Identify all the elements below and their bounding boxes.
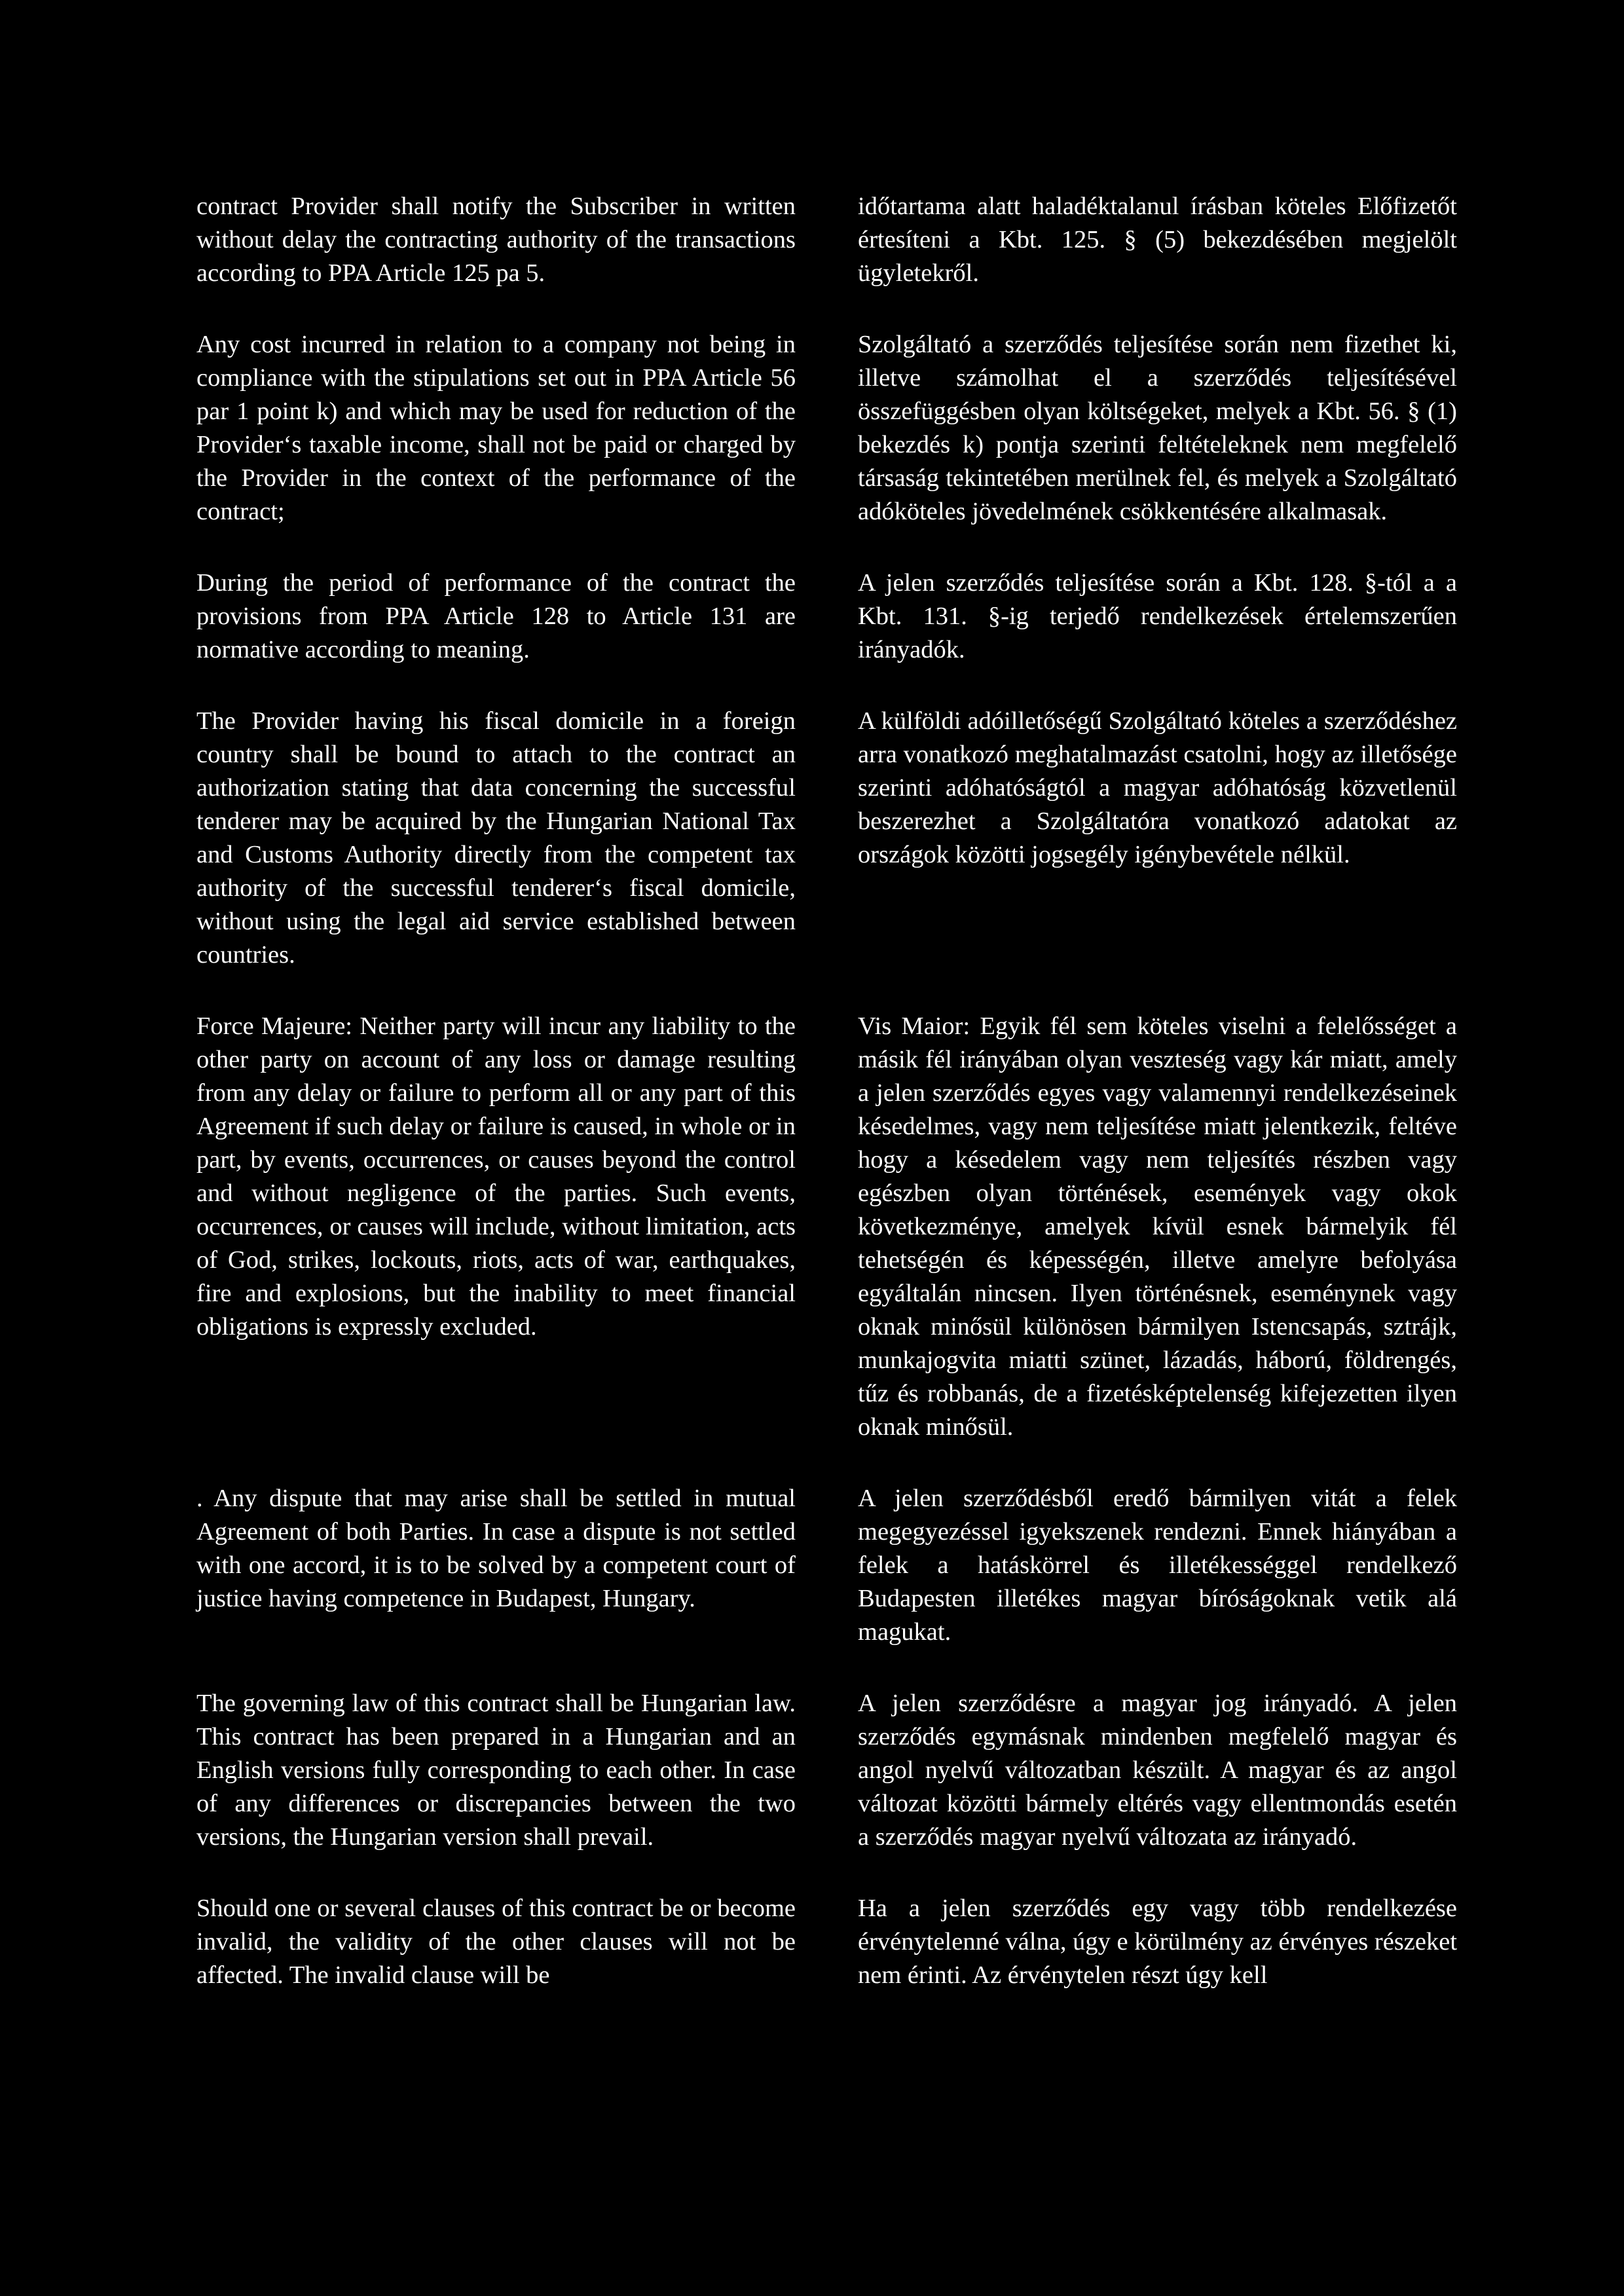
english-clause: Should one or several clauses of this contract be or become invalid, the validity of the other clauses will not be affected. The invalid clause will be xyxy=(196,1895,796,1989)
clause-row-costs xyxy=(196,328,1457,528)
clause-row-foreign-fiscal-domicile xyxy=(196,705,1457,972)
english-clause: The Provider having his fiscal domicile in a foreign country shall be bound to attach to the contract an authorization stating that data concerning the successful tenderer may be acquired by the Hungarian National Tax and Customs Authority directly from the competent tax authority of the successful tenderer‘s fiscal domicile, without using the legal aid service established between countries. xyxy=(196,707,796,969)
clause-row-severability xyxy=(196,1892,1457,1992)
hungarian-clause: A külföldi adóilletőségű Szolgáltató köteles a szerződéshez arra vonatkozó meghatalmazást csatolni, hogy az illetősége szerinti adóhatóságtól a magyar adóhatóság közvetlenül beszerezhet a Szolgáltatóra vonatkozó adatokat az országok közötti jogsegély igénybevétele nélkül. xyxy=(858,707,1457,868)
english-clause: . Any dispute that may arise shall be settled in mutual Agreement of both Parties. In case a dispute is not settled with one accord, it is to be solved by a competent court of justice having competence in Budapest, Hungary. xyxy=(196,1485,796,1612)
hungarian-clause: Szolgáltató a szerződés teljesítése során nem fizethet ki, illetve számolhat el a szerződés teljesítésével összefüggésben olyan költségeket, melyek a Kbt. 56. § (1) bekezdés k) pontja szerinti feltételeknek nem megfelelő társaság tekintetében merülnek fel, és melyek a Szolgáltató adóköteles jövedelmének csökkentésére alkalmasak. xyxy=(858,331,1457,525)
english-clause: Force Majeure: Neither party will incur any liability to the other party on account of any loss or damage resulting from any delay or failure to perform all or any part of this Agreement if such delay or failure is caused, in whole or in part, by events, occurrences, or causes beyond the control and without negligence of the parties. Such events, occurrences, or causes will include, without limitation, acts of God, strikes, lockouts, riots, acts of war, earthquakes, fire and explosions, but the inability to meet financial obligations is expressly excluded. xyxy=(196,1012,796,1341)
english-clause: contract Provider shall notify the Subscriber in written without delay the contracting authority of the transactions according to PPA Article 125 pa 5. xyxy=(196,193,796,287)
hungarian-clause: időtartama alatt haladéktalanul írásban köteles Előfizetőt értesíteni a Kbt. 125. § (5) bekezdésében megjelölt ügyletekről. xyxy=(858,193,1457,287)
english-clause: During the period of performance of the contract the provisions from PPA Article 128 to Article 131 are normative according to meaning. xyxy=(196,569,796,663)
english-clause: Any cost incurred in relation to a company not being in compliance with the stipulations set out in PPA Article 56 par 1 point k) and which may be used for reduction of the Provider‘s taxable income, shall not be paid or charged by the Provider in the context of the performance of the contract; xyxy=(196,331,796,525)
bilingual-contract-page xyxy=(196,190,1457,1992)
hungarian-clause: A jelen szerződésre a magyar jog irányadó. A jelen szerződés egymásnak mindenben megfelelő magyar és angol nyelvű változatban készült. A magyar és az angol változat közötti bármely eltérés vagy ellentmondás esetén a szerződés magyar nyelvű változata az irányadó. xyxy=(858,1690,1457,1851)
clause-row-governing-law xyxy=(196,1687,1457,1854)
clause-row-notification xyxy=(196,190,1457,290)
clause-row-force-majeure xyxy=(196,1010,1457,1444)
hungarian-clause: A jelen szerződés teljesítése során a Kbt. 128. §-tól a a Kbt. 131. §-ig terjedő rendelkezések értelemszerűen irányadók. xyxy=(858,569,1457,663)
clause-row-disputes xyxy=(196,1482,1457,1649)
clause-row-normative-provisions xyxy=(196,566,1457,667)
hungarian-clause: A jelen szerződésből eredő bármilyen vitát a felek megegyezéssel igyekszenek rendezni. Ennek hiányában a felek a hatáskörrel és illetékességgel rendelkező Budapesten illetékes magyar bíróságoknak vetik alá magukat. xyxy=(858,1485,1457,1646)
hungarian-clause: Ha a jelen szerződés egy vagy több rendelkezése érvénytelenné válna, úgy e körülmény az érvényes részeket nem érinti. Az érvénytelen részt úgy kell xyxy=(858,1895,1458,1989)
hungarian-clause: Vis Maior: Egyik fél sem köteles viselni a felelősséget a másik fél irányában olyan veszteség vagy kár miatt, amely a jelen szerződés egyes vagy valamennyi rendelkezéseinek késedelmes, vagy nem teljesítése miatt jelentkezik, feltéve hogy a késedelem vagy nem teljesítés részben vagy egészben olyan történések, események vagy okok következménye, amelyek kívül esnek bármelyik fél tehetségén és képességén, illetve amelyre befolyása egyáltalán nincsen. Ilyen történésnek, eseménynek vagy oknak minősül különösen bármilyen Istencsapás, sztrájk, munkajogvita miatti szünet, lázadás, háború, földrengés, tűz és robbanás, de a fizetésképtelenség kifejezetten ilyen oknak minősül. xyxy=(858,1012,1457,1441)
english-clause: The governing law of this contract shall be Hungarian law. This contract has been prepared in a Hungarian and an English versions fully corresponding to each other. In case of any differences or discrepancies between the two versions, the Hungarian version shall prevail. xyxy=(196,1690,796,1851)
